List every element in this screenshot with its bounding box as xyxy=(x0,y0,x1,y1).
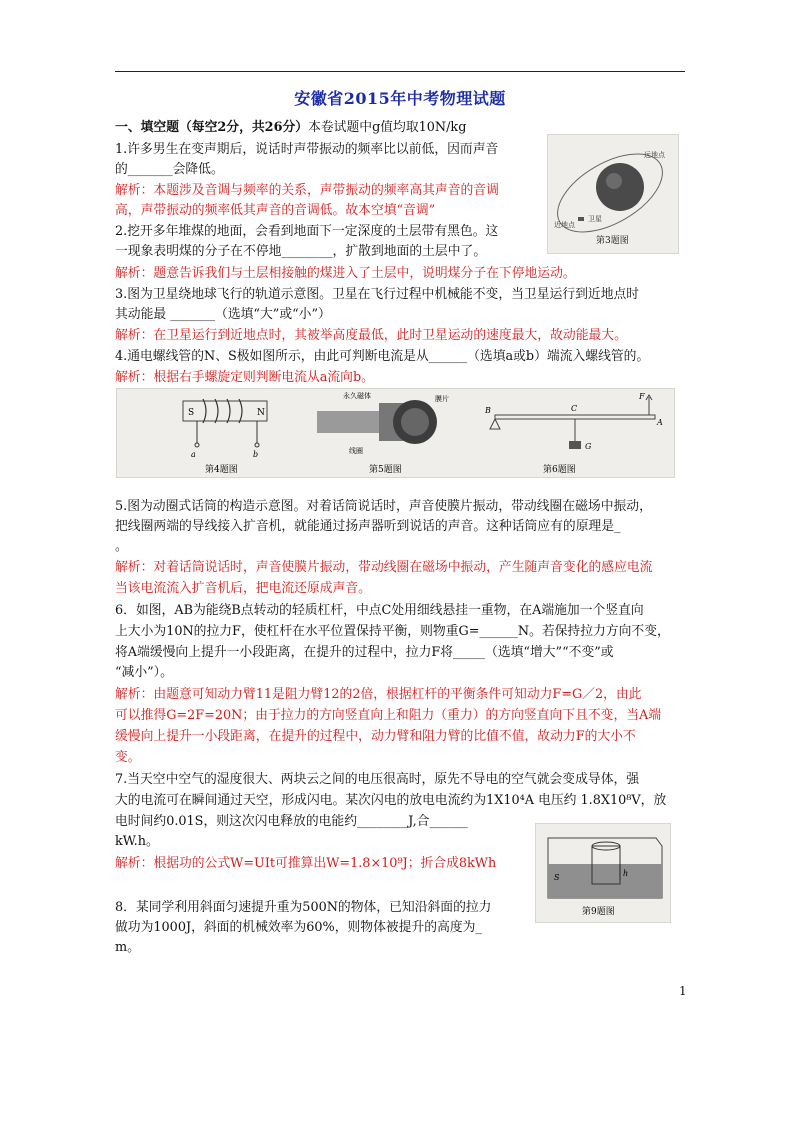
text-line: 大的电流可在瞬间通过天空，形成闪电。某次闪电的放电电流约为1X10⁴A 电压约 1.8X10⁸V，放 xyxy=(115,793,667,808)
fig3-caption: 第3题图 xyxy=(596,236,629,246)
text-line: 上大小为10N的拉力F，使杠杆在水平位置保持平衡，则物重G=______N。若保持拉力方向不变， xyxy=(115,624,670,639)
fig9-caption: 第9题图 xyxy=(582,907,615,917)
text-line: 将A端缓慢向上提升一小段距离，在提升的过程中，拉力F将_____（选填“增大”“不变”或 xyxy=(115,645,614,660)
text-line: 6．如图，AB为能绕B点转动的轻质杠杆，中点C处用细线悬挂一重物，在A端施加一个竖直向 xyxy=(115,603,644,618)
text-line: “减小”）。 xyxy=(115,665,173,680)
answer-line: 解析：题意告诉我们与土层相接触的煤进入了土层中，说明煤分子在下停地运动。 xyxy=(115,266,576,281)
answer-line: 解析：对着话筒说话时，声音使膜片振动，带动线圈在磁场中振动，产生随声音变化的感应电流 xyxy=(115,560,653,575)
section-heading xyxy=(115,118,466,138)
fig3-label-perigee: 近地点 xyxy=(554,221,575,229)
fig5-caption: 第5题图 xyxy=(369,465,402,475)
header-rule xyxy=(115,71,685,72)
fig3-label-apogee: 远地点 xyxy=(644,151,665,159)
text-line: m。 xyxy=(115,940,140,955)
figure-9 xyxy=(535,823,671,923)
text-line: 3.图为卫星绕地球飞行的轨道示意图。卫星在飞行过程中机械能不变，当卫星运行到近地点时 xyxy=(115,287,640,302)
fig9-label-h: h xyxy=(623,869,629,878)
fig6-label-a: A xyxy=(657,418,663,427)
answer-line: 可以推得G=2F=20N；由于拉力的方向竖直向上和阻力（重力）的方向竖直向下且不变，当A端 xyxy=(115,708,662,723)
text-line: 做功为1000J，斜面的机械效率为60%，则物体被提升的高度为_ xyxy=(115,920,482,935)
page-title: 安徽省2015年中考物理试题 xyxy=(294,89,506,108)
text-line: 电时间约0.01S，则这次闪电释放的电能约________J,合______ xyxy=(115,814,468,829)
fig4-label-s: S xyxy=(188,408,195,418)
text-line: 5.图为动圈式话筒的构造示意图。对着话筒说话时，声音使膜片振动，带动线圈在磁场中振动， xyxy=(115,499,652,514)
answer-line: 当该电流流入扩音机后，把电流还原成声音。 xyxy=(115,581,371,596)
text-line: 8．某同学利用斜面匀速提升重为500N的物体，已知沿斜面的拉力 xyxy=(115,900,492,915)
fig5-label-diaphragm: 膜片 xyxy=(435,395,449,403)
text-line: 把线圈两端的导线接入扩音机，就能通过扬声器听到说话的声音。这种话筒应有的原理是_ xyxy=(115,519,621,534)
text-line: 的_______会降低。 xyxy=(115,162,224,177)
answer-line: 解析：本题涉及音调与频率的关系，声带振动的频率高其声音的音调 xyxy=(115,183,499,198)
fig4-label-n: N xyxy=(257,408,265,418)
section-head: 一、填空题（每空2分，共26分） xyxy=(115,120,309,135)
answer-line: 高，声带振动的频率低其声音的音调低。故本空填“音调” xyxy=(115,203,436,218)
text-line: 1.许多男生在变声期后，说话时声带振动的频率比以前低，因而声音 xyxy=(115,142,499,157)
answer-line: 解析：在卫星运行到近地点时，其被举高度最低，此时卫星运动的速度最大，故动能最大。 xyxy=(115,328,627,343)
fig9-label-s: S xyxy=(554,873,560,882)
figure-3 xyxy=(547,134,679,254)
fig6-label-g: G xyxy=(585,442,592,451)
section-note: 本卷试题中g值均取10N/kg xyxy=(308,120,467,135)
fig6-caption: 第6题图 xyxy=(543,465,576,475)
fig4-label-a: a xyxy=(191,450,196,459)
answer-line: 解析：由题意可知动力臂11是阻力臂12的2倍，根据杠杆的平衡条件可知动力F=G／2，由此 xyxy=(115,687,642,702)
answer-line: 缓慢向上提升一小段距离，在提升的过程中，动力臂和阻力臂的比值不值，故动力F的大小不 xyxy=(115,729,636,744)
fig4-caption: 第4题图 xyxy=(205,465,238,475)
text-line: 2.挖开多年堆煤的地面，会看到地面下一定深度的土层带有黑色。这 xyxy=(115,224,499,239)
text-line: 。 xyxy=(115,539,128,554)
fig6-label-c: C xyxy=(571,404,578,413)
text-line: 其动能最 _______（选填“大”或“小”） xyxy=(115,307,331,322)
fig6-label-f: F xyxy=(639,392,645,401)
fig4-label-b: b xyxy=(253,450,259,459)
figures-4-5-6 xyxy=(116,388,675,478)
page-number: 1 xyxy=(679,984,687,998)
fig5-label-coil: 线圈 xyxy=(349,447,363,455)
text-line: 7.当天空中空气的湿度很大、两块云之间的电压很高时，原先不导电的空气就会变成导体，强 xyxy=(115,772,640,787)
text-line: kW.h。 xyxy=(115,834,159,849)
text-line: 4.通电螺线管的N、S极如图所示，由此可判断电流是从______（选填a或b）端流入螺线管的。 xyxy=(115,349,650,364)
fig5-label-magnet: 永久磁体 xyxy=(343,392,371,400)
fig6-label-b: B xyxy=(485,406,491,415)
text-line: 一现象表明煤的分子在不停地________，扩散到地面的土层中了。 xyxy=(115,244,487,259)
answer-line: 解析：根据功的公式W=UIt可推算出W=1.8×10⁹J；折合成8kWh xyxy=(115,856,497,871)
answer-line: 解析：根据右手螺旋定则判断电流从a流向b。 xyxy=(115,370,374,385)
answer-line: 变。 xyxy=(115,750,141,765)
fig3-label-satellite: 卫星 xyxy=(588,215,602,223)
